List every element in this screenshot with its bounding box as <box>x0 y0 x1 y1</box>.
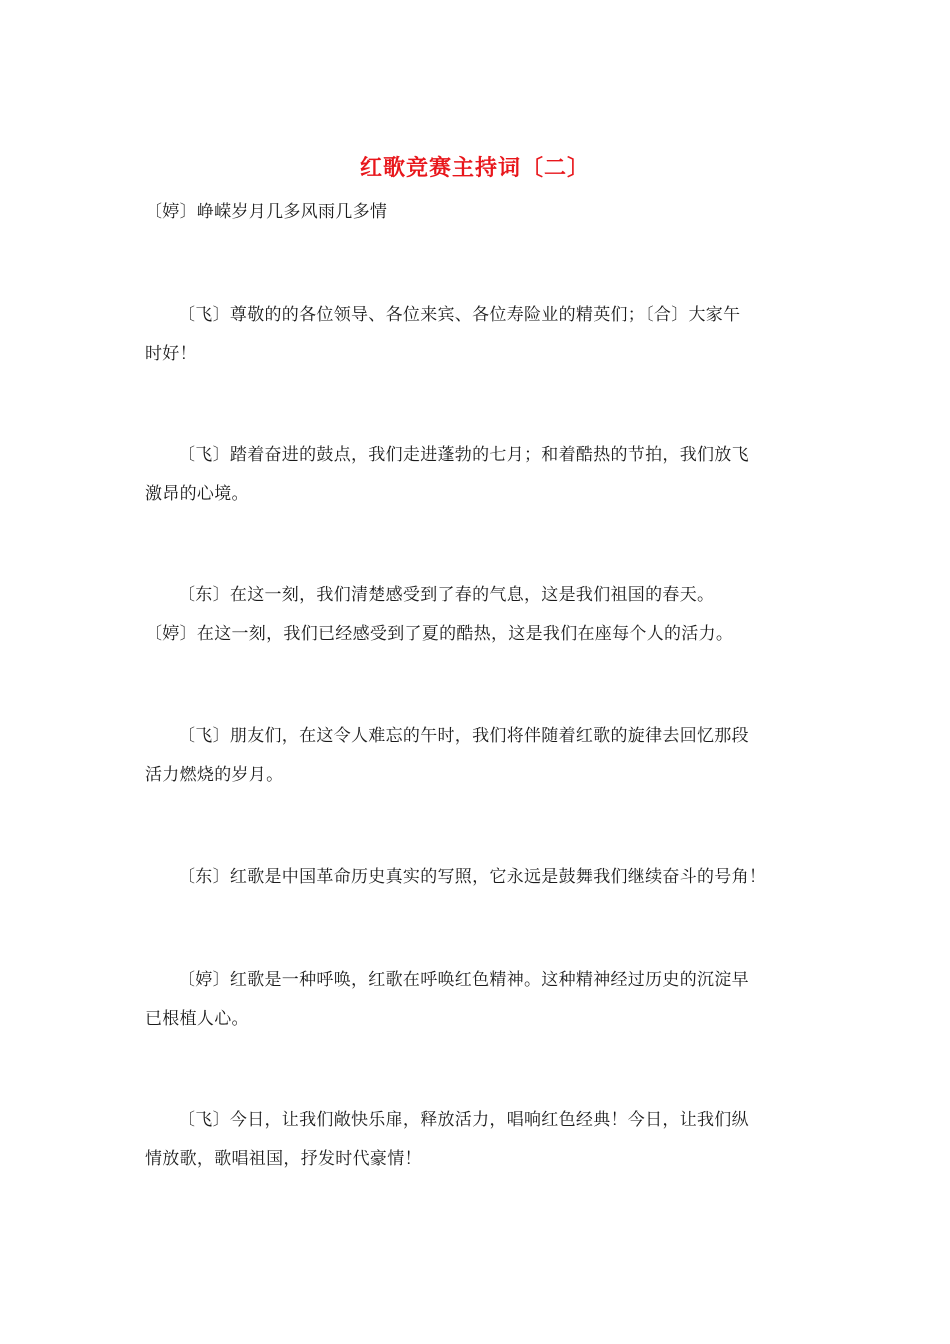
paragraph-6-line-2: 已根植人心。 <box>145 1009 249 1029</box>
paragraph-3-line-2: 〔婷〕在这一刻，我们已经感受到了夏的酷热，这是我们在座每个人的活力。 <box>145 624 734 644</box>
paragraph-2-line-2: 激昂的心境。 <box>145 484 249 504</box>
opening-line: 〔婷〕峥嵘岁月几多风雨几多情 <box>145 202 388 222</box>
document-title: 红歌竞赛主持词〔二〕 <box>359 155 590 181</box>
paragraph-3-line-1: 〔东〕在这一刻，我们清楚感受到了春的气息，这是我们祖国的春天。 <box>178 585 715 605</box>
paragraph-2-line-1: 〔飞〕踏着奋进的鼓点，我们走进蓬勃的七月；和着酷热的节拍，我们放飞 <box>178 445 749 465</box>
paragraph-4-line-2: 活力燃烧的岁月。 <box>145 765 284 785</box>
paragraph-1-line-2: 时好！ <box>145 344 197 364</box>
paragraph-5-line-1: 〔东〕红歌是中国革命历史真实的写照，它永远是鼓舞我们继续奋斗的号角！ <box>178 867 767 887</box>
paragraph-7-line-2: 情放歌，歌唱祖国，抒发时代豪情！ <box>145 1149 422 1169</box>
paragraph-1-line-1: 〔飞〕尊敬的的各位领导、各位来宾、各位寿险业的精英们；〔合〕大家午 <box>178 305 741 325</box>
paragraph-4-line-1: 〔飞〕朋友们，在这令人难忘的午时，我们将伴随着红歌的旋律去回忆那段 <box>178 726 749 746</box>
paragraph-6-line-1: 〔婷〕红歌是一种呼唤，红歌在呼唤红色精神。这种精神经过历史的沉淀早 <box>178 970 749 990</box>
paragraph-7-line-1: 〔飞〕今日，让我们敞快乐扉，释放活力，唱响红色经典！今日，让我们纵 <box>178 1110 749 1130</box>
